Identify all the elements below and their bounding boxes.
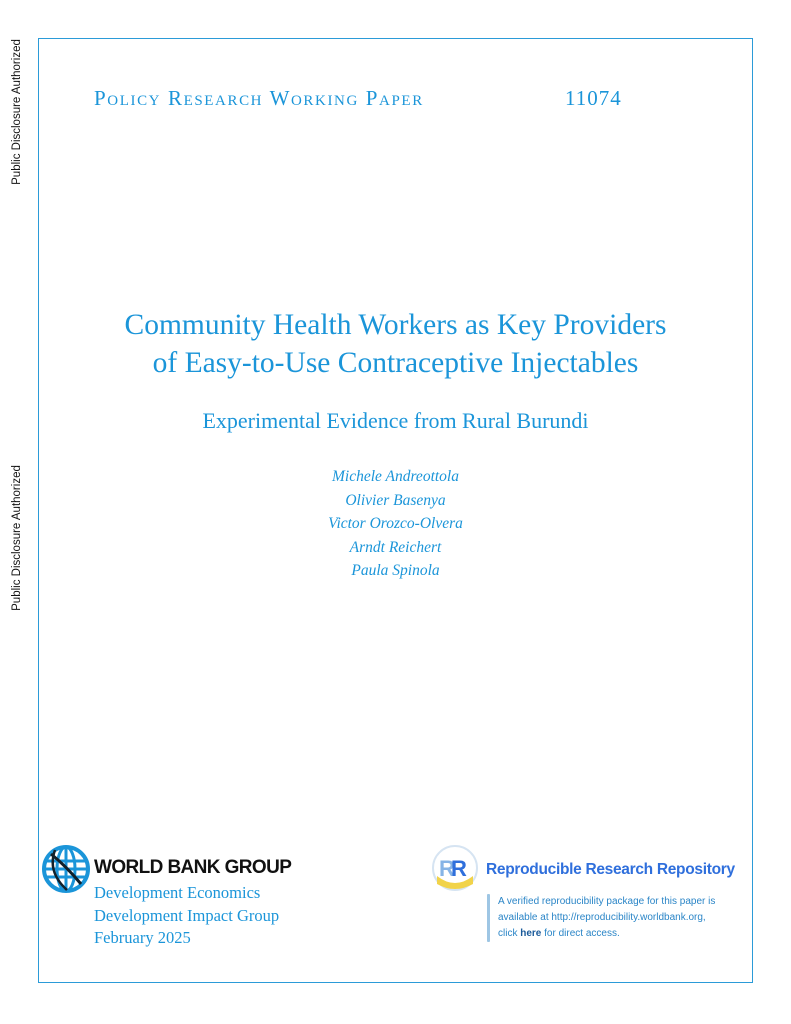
author: Victor Orozco-Olvera bbox=[328, 515, 463, 532]
series-name: Policy Research Working Paper bbox=[94, 86, 424, 110]
repository-description bbox=[498, 894, 715, 942]
author: Arndt Reichert bbox=[349, 538, 442, 556]
group-name: Development Impact Group bbox=[94, 905, 280, 925]
repository-accent-bar bbox=[487, 894, 490, 942]
repository-title: Reproducible Research Repository bbox=[486, 861, 735, 878]
world-bank-group-name: WORLD BANK GROUP bbox=[94, 857, 292, 878]
svg-text:R: R bbox=[451, 856, 467, 881]
author: Michele Andreottola bbox=[332, 468, 459, 485]
author-list bbox=[38, 465, 753, 583]
publication-date: February 2025 bbox=[94, 928, 191, 947]
author: Paula Spinola bbox=[351, 562, 440, 579]
public-disclosure-label-top: Public Disclosure Authorized bbox=[11, 39, 23, 185]
title-line-2: of Easy-to-Use Contraceptive Injectables bbox=[152, 347, 639, 379]
repository-line-1: A verified reproducibility package for this paper is bbox=[498, 896, 716, 907]
reproducible-research-logo-icon bbox=[431, 844, 479, 892]
title-line-1: Community Health Workers as Key Providers bbox=[124, 309, 667, 341]
paper-number: 11074 bbox=[565, 86, 622, 110]
world-bank-globe-icon bbox=[41, 844, 91, 894]
public-disclosure-label-bottom: Public Disclosure Authorized bbox=[11, 465, 23, 611]
publisher-info bbox=[94, 882, 279, 950]
repository-here-link[interactable]: here bbox=[520, 928, 542, 939]
svg-text:R: R bbox=[439, 856, 455, 881]
paper-subtitle: Experimental Evidence from Rural Burundi bbox=[202, 408, 589, 433]
author: Olivier Basenya bbox=[345, 491, 446, 509]
department-name: Development Economics bbox=[94, 883, 261, 902]
paper-title bbox=[38, 306, 753, 382]
repository-line-2: available at http://reproducibility.worldbank.org, bbox=[498, 912, 706, 923]
repository-line-3: click here for direct access. bbox=[498, 928, 620, 939]
